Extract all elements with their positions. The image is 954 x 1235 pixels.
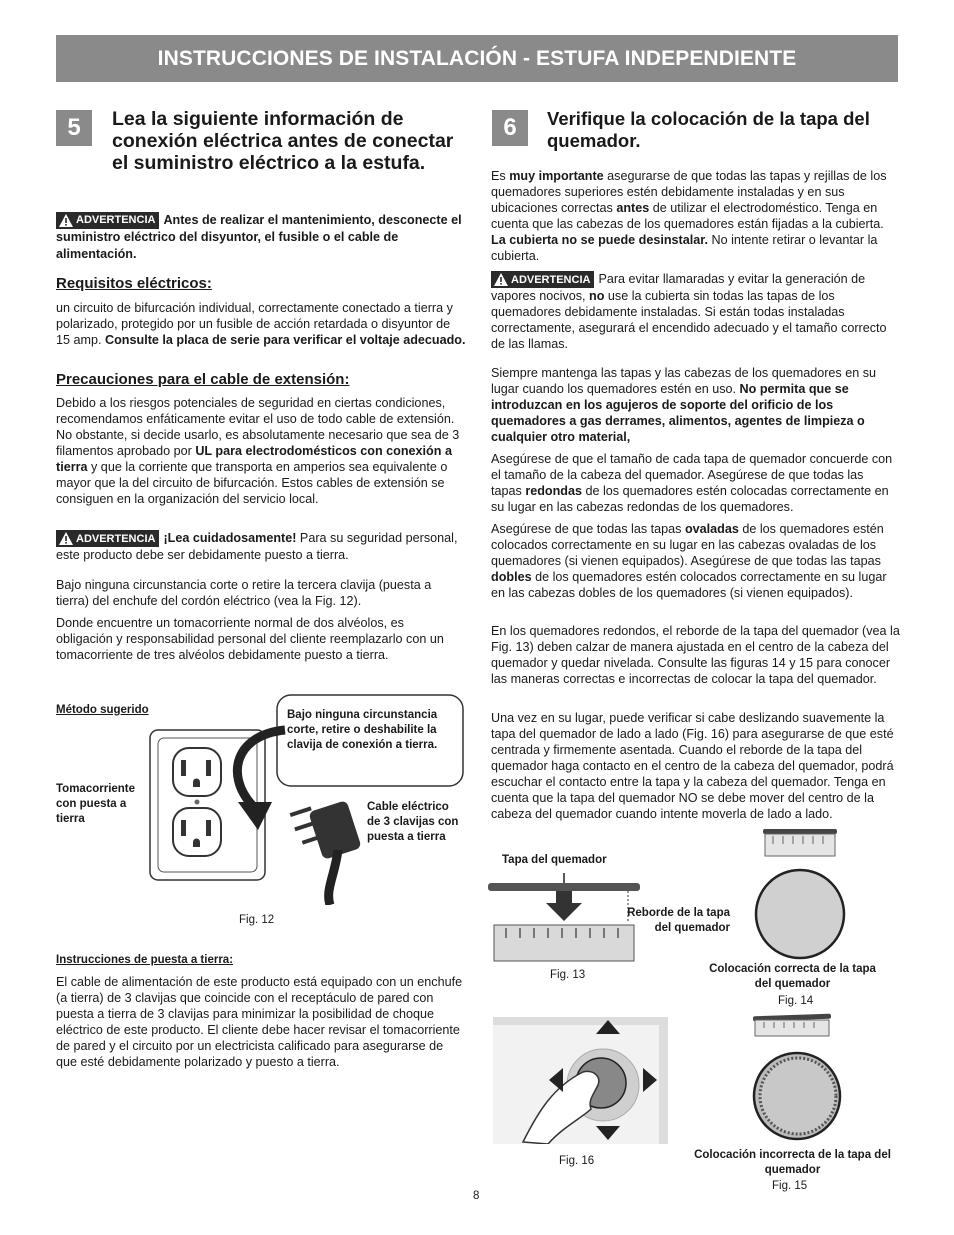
page-banner: INSTRUCCIONES DE INSTALACIÓN - ESTUFA INDEPENDIENTE (56, 35, 898, 82)
requirements-text: un circuito de bifurcación individual, correctamente conectado a tierra y polarizado, protegido por un fusible de acción retardada o disyuntor de 15 amp. Consulte la placa de serie para verificar el voltaje adecuado. (56, 301, 466, 347)
burner-paragraph-5: En los quemadores redondos, el reborde de la tapa del quemador (vea la Fig. 13) deben calzar de manera ajustada en el centro de la cabeza del quemador y quedar nivelada. Consulte las figuras 14 y 15 para conocer las maneras correctas e incorrectas de colocar la tapa del quemador. (491, 624, 900, 686)
fig15-label: Colocación incorrecta de la tapa del quemador (694, 1149, 891, 1176)
grounding-heading: Instrucciones de puesta a tierra: (56, 954, 234, 966)
extension-text: Debido a los riesgos potenciales de seguridad en ciertas condiciones, recomendamos enfáticamente evitar el uso de todo cable de extensión. No obstante, si decide usarlo, es absolutamente necesario que sea de 3 filamentos aprobado por UL para electrodomésticos con conexión a tierra y que la corriente que transporta en amperios sea equivalente o mayor que la del circuito de bifurcación. Estos cables de extensión se consiguen en la organización del servicio local. (56, 396, 460, 506)
step-number-5: 5 (56, 110, 92, 146)
fig15-caption: Fig. 15 (772, 1180, 808, 1192)
warning-triangle-icon (59, 532, 73, 545)
warning-triangle-icon (59, 214, 73, 227)
grounding-text: El cable de alimentación de este producto está equipado con un enchufe (a tierra) de 3 clavijas que coincide con el receptáculo de pared con puesta a tierra de 3 clavijas para minimizar la posibilidad de choque eléctrico de este producto. El cliente debe hacer revisar el tomacorriente de pared y el circuito por un electricista calificado para asegurarse de que esté debidamente polarizado y puesto a tierra. (56, 975, 463, 1069)
page-number: 8 (473, 1190, 480, 1202)
section-title-electrical: Lea la siguiente información de conexión eléctrica antes de conectar el suministro eléctrico a la estufa. (112, 108, 454, 174)
burner-paragraph-4: Asegúrese de que todas las tapas ovaladas de los quemadores estén colocados correctamente en su lugar en las cabezas ovaladas de los quemadores (si vienen equipados). Asegúrese de que todas las tapas dobles de los quemadores estén colocados correctamente en su lugar en las cabezas dobles de los quemadores (si vienen equipados). (491, 522, 887, 600)
requirements-heading: Requisitos eléctricos: (56, 275, 212, 292)
warning-1-text: Antes de realizar el mantenimiento, desconecte el suministro eléctrico del disyuntor, el fusible o el cable de alimentación. (56, 213, 462, 261)
burner-paragraph-1: Es muy importante asegurarse de que todas las tapas y rejillas de los quemadores superiores estén debidamente instaladas y en sus ubicaciones correctas antes de utilizar el electrodoméstico. Tenga en cuenta que las cabezas de los quemadores están fijadas a la cubierta. La cubierta no se puede desinstalar. No intente retirar o levantar la cubierta. (491, 169, 887, 263)
fig14-label: Colocación correcta de la tapa del quemador (709, 963, 876, 990)
warning-badge: ADVERTENCIA (56, 530, 159, 547)
burner-paragraph-6: Una vez en su lugar, puede verificar si cabe deslizando suavemente la tapa del quemador de lado a lado (Fig. 16) para asegurarse de que esté centrada y firmemente asentada. Cuando el reborde de la tapa del quemador haga contacto en el centro de la cabeza del quemador, podrá escuchar el contacto entre la tapa y la cabeza del quemador. Tenga en cuenta que la tapa del quemador NO se debe mover del centro de la cabeza del quemador cuando intente moverla de lado a lado. (491, 711, 894, 821)
warning-block-1 (56, 212, 466, 263)
fig12-cable-label: Cable eléctrico de 3 clavijas con puesta a tierra (367, 801, 459, 843)
extension-heading: Precauciones para el cable de extensión: (56, 371, 350, 388)
burner-paragraph-2: Siempre mantenga las tapas y las cabezas de los quemadores en su lugar cuando los quemadores estén en uso. No permita que se introduzcan en los agujeros de soporte del orificio de los quemadores a gas derrames, alimentos, agentes de limpieza o cualquier otro material, (491, 366, 877, 444)
section-title-burner-cap: Verifique la colocación de la tapa del quemador. (547, 108, 870, 151)
fig13-rim-label: Reborde de la tapa del quemador (627, 907, 730, 934)
fig12-caption: Fig. 12 (239, 914, 275, 926)
fig14-caption: Fig. 14 (778, 995, 814, 1007)
fig15-incorrect-cap-illustration (750, 1012, 850, 1147)
fig16-caption: Fig. 16 (559, 1155, 595, 1167)
warning-triangle-icon (494, 273, 508, 286)
warning-block-2: ADVERTENCIA ¡Lea cuidadosamente! Para su seguridad personal, este producto debe ser debidamente puesto a tierra. (56, 531, 458, 562)
fig12-outlet-label: Tomacorriente con puesta a tierra (56, 783, 136, 825)
fig13-caption: Fig. 13 (550, 969, 586, 981)
fig13-cap-label: Tapa del quemador (502, 854, 607, 866)
fig16-slide-test-illustration (493, 1017, 668, 1144)
warning-badge: ADVERTENCIA (56, 212, 159, 229)
paragraph-third-prong: Bajo ninguna circunstancia corte o retire la tercera clavija (puesta a tierra) del enchufe del cordón eléctrico (vea la Fig. 12). (56, 578, 432, 608)
warning-block-3: ADVERTENCIA Para evitar llamaradas y evitar la generación de vapores nocivos, no use la cubierta sin todas las tapas de los quemadores debidamente instaladas. Si están todas instaladas correctamente, asegurará el encendido adecuado y el tamaño correcto de las llamas. (491, 272, 887, 351)
fig12-method-label: Método sugerido (56, 704, 149, 716)
burner-paragraph-3: Asegúrese de que el tamaño de cada tapa de quemador concuerde con el tamaño de la cabeza del quemador. Asegúrese de que todas las tapas redondas de los quemadores estén colocadas correctamente en su lugar en las cabezas redondas de los quemadores. (491, 452, 893, 514)
fig12-callout-text: Bajo ninguna circunstancia corte, retire o deshabilite la clavija de conexión a tierra. (287, 709, 438, 751)
fig14-correct-cap-illustration (750, 826, 850, 966)
warning-badge: ADVERTENCIA (491, 271, 594, 288)
step-number-6: 6 (492, 110, 528, 146)
paragraph-outlet: Donde encuentre un tomacorriente normal de dos alvéolos, es obligación y responsabilidad personal del cliente reemplazarlo con un tomacorriente de tres alvéolos debidamente puesto a tierra. (56, 616, 444, 662)
